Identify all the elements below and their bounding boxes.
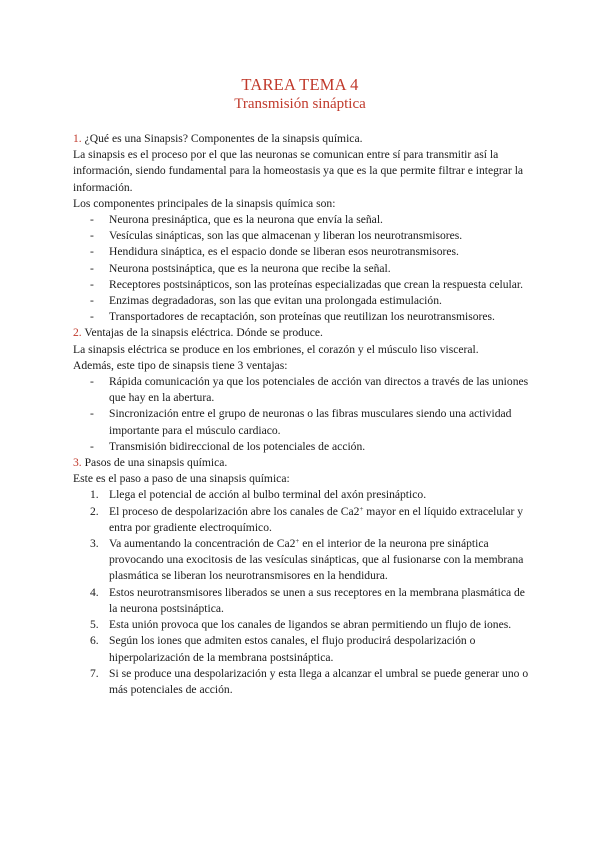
step-number: 3. <box>90 537 99 551</box>
section-2-line-2: Además, este tipo de sinapsis tiene 3 ventajas: <box>73 358 288 372</box>
list-item: - Rápida comunicación ya que los potenciales de acción van directos a través de las uniones que hay en la abertura. <box>109 374 533 406</box>
list-item: - Neurona postsináptica, que es la neurona que recibe la señal. <box>109 261 533 277</box>
section-3-steps <box>73 487 533 698</box>
list-item: - Neurona presináptica, que es la neurona que envía la señal. <box>109 212 533 228</box>
step-text: Va aumentando la concentración de Ca2 <box>109 537 296 551</box>
list-item: - Transportadores de recaptación, son proteínas que reutilizan los neurotransmisores. <box>109 309 533 325</box>
step-text: Estos neurotransmisores liberados se unen a sus receptores en la membrana plasmática de la neurona postsináptica. <box>109 585 525 615</box>
section-3-intro: Este es el paso a paso de una sinapsis química: <box>73 472 290 486</box>
list-item: - Transmisión bidireccional de los potenciales de acción. <box>109 439 533 455</box>
section-2-heading <box>73 325 533 341</box>
section-1-heading-text: ¿Qué es una Sinapsis? Componentes de la sinapsis química. <box>84 132 363 145</box>
step-item <box>90 504 533 536</box>
step-number: 1. <box>90 488 99 502</box>
section-2-number: 2. <box>73 326 82 340</box>
superscript-charge: + <box>295 537 300 546</box>
superscript-charge: + <box>359 504 364 513</box>
step-text: Esta unión provoca que los canales de ligandos se abran permitiendo un flujo de iones. <box>109 618 512 632</box>
section-2-list <box>73 374 533 455</box>
section-3-heading-text: Pasos de una sinapsis química. <box>84 456 228 470</box>
list-item: - Receptores postsinápticos, son las proteínas especializadas que crean la respuesta celular. <box>109 277 533 293</box>
step-number: 6. <box>90 634 99 648</box>
document-title: TAREA TEMA 4 <box>241 75 359 94</box>
step-item <box>90 666 533 698</box>
step-number: 7. <box>90 666 99 680</box>
step-text: El proceso de despolarización abre los canales de Ca2 <box>109 504 360 518</box>
step-item <box>90 585 533 617</box>
step-text-cont: mayor en el líquido extracelular y entra por gradiente electroquímico. <box>109 504 524 534</box>
section-2-line-1: La sinapsis eléctrica se produce en los embriones, el corazón y el músculo liso visceral. <box>73 342 479 356</box>
section-3-number: 3. <box>73 456 82 470</box>
document-body <box>73 131 533 698</box>
list-item: - Sincronización entre el grupo de neuronas o las fibras musculares siendo una actividad importante para el músculo cardiaco. <box>109 406 533 438</box>
section-1-list <box>73 212 533 325</box>
step-number: 2. <box>90 504 99 518</box>
step-number: 5. <box>90 618 99 632</box>
list-item: - Enzimas degradadoras, son las que evitan una prolongada estimulación. <box>109 293 533 309</box>
step-text: Si se produce una despolarización y esta llega a alcanzar el umbral se puede generar uno o más potenciales de acción. <box>109 666 529 696</box>
step-number: 4. <box>90 585 99 599</box>
step-item <box>90 487 533 503</box>
section-1-intro: La sinapsis es el proceso por el que las neuronas se comunican entre sí para transmitir así la información, siendo fundamental para la homeostasis ya que es la que permite filtrar e integrar la información. <box>73 148 524 194</box>
step-text: Llega el potencial de acción al bulbo terminal del axón presináptico. <box>109 488 427 502</box>
document-subtitle: Transmisión sináptica <box>234 96 366 112</box>
list-item: - Vesículas sinápticas, son las que almacenan y liberan los neurotransmisores. <box>109 228 533 244</box>
section-3-heading <box>73 455 533 471</box>
section-2-heading-text: Ventajas de la sinapsis eléctrica. Dónde se produce. <box>84 326 323 340</box>
step-text: Según los iones que admiten estos canales, el flujo producirá despolarización o hiperpolarización de la membrana postsináptica. <box>109 634 476 664</box>
section-1-heading <box>73 131 533 147</box>
section-1-number: 1. <box>73 132 82 145</box>
section-1-components-intro: Los componentes principales de la sinapsis química son: <box>73 196 336 210</box>
step-item <box>90 536 533 585</box>
step-text-cont: en el interior de la neurona pre sináptica provocando una exocitosis de las vesículas sinápticas, que al fusionarse con la membrana plasmática se liberan los neurotransmisores en la hendidura. <box>109 537 524 583</box>
step-item <box>90 617 533 633</box>
list-item: - Hendidura sináptica, es el espacio donde se liberan esos neurotransmisores. <box>109 244 533 260</box>
step-item <box>90 633 533 665</box>
